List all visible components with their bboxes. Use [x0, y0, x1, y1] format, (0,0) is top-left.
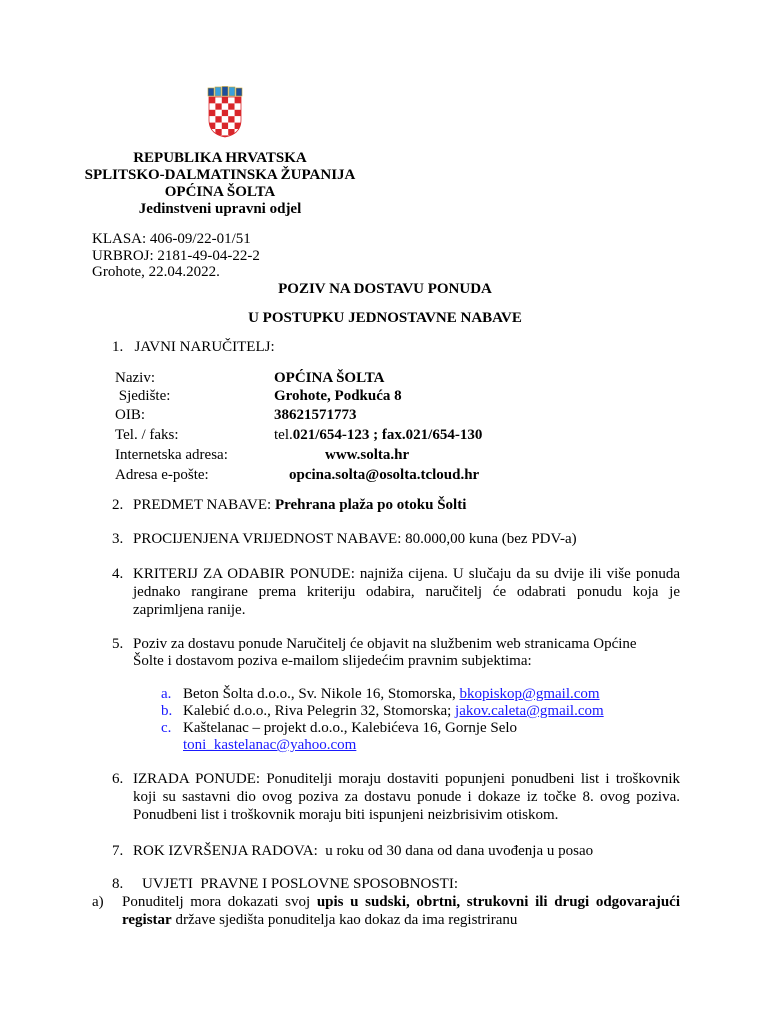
- row-value: Grohote, Podkuća 8: [274, 388, 402, 404]
- row-label: Adresa e-pošte:: [115, 467, 209, 483]
- list-letter: a.: [161, 686, 172, 702]
- email-link[interactable]: jakov.caleta@gmail.com: [455, 703, 604, 719]
- website-value: www.solta.hr: [325, 447, 410, 463]
- section-2: [133, 497, 466, 514]
- section-4-text: KRITERIJ ZA ODABIR PONUDE: najniža cijena. U slučaju da su dvije ili više ponuda jednako rangirane prema kriteriju odabira, naručitelj će odabrati ponudu koja je zaprimljena ranije.: [133, 566, 680, 618]
- urbroj: URBROJ: 2181-49-04-22-2: [92, 248, 260, 264]
- list-letter: c.: [161, 720, 172, 736]
- row-value: OPĆINA ŠOLTA: [274, 370, 385, 386]
- header-line-4: Jedinstveni upravni odjel: [138, 201, 302, 217]
- row-label: Tel. / faks:: [115, 427, 179, 443]
- email-link[interactable]: toni_kastelanac@yahoo.com: [183, 737, 357, 753]
- list-item: [183, 686, 600, 703]
- section-3-text: PROCIJENJENA VRIJEDNOST NABAVE: 80.000,00 kuna (bez PDV-a): [133, 531, 577, 547]
- title-line-1: POZIV NA DOSTAVU PONUDA: [278, 281, 492, 297]
- title-line-2: U POSTUPKU JEDNOSTAVNE NABAVE: [248, 310, 522, 326]
- email-value: opcina.solta@osolta.tcloud.hr: [289, 467, 480, 483]
- coat-of-arms-icon: [206, 86, 244, 138]
- section-5-line-2: Šolte i dostavom poziva e-mailom slijedećim pravnim subjektima:: [133, 653, 532, 669]
- section-2-label: PREDMET NABAVE:: [133, 497, 275, 513]
- header-line-2: SPLITSKO-DALMATINSKA ŽUPANIJA: [84, 167, 356, 183]
- place-date: Grohote, 22.04.2022.: [92, 264, 220, 280]
- row-label: Internetska adresa:: [115, 447, 228, 463]
- section-5-num: 5.: [112, 636, 124, 652]
- header-line-1: REPUBLIKA HRVATSKA: [133, 150, 307, 166]
- section-1-heading: 1. JAVNI NARUČITELJ:: [112, 339, 275, 355]
- section-8-a-text: [122, 893, 680, 929]
- section-8-a-letter: a): [92, 894, 104, 910]
- list-item-text: Kaštelanac – projekt d.o.o., Kalebićeva 16, Gornje Selo: [183, 720, 518, 736]
- section-2-value: Prehrana plaža po otoku Šolti: [274, 497, 467, 513]
- section-8-a-post: države sjedišta ponuditelja kao dokaz da ima registriranu: [171, 912, 518, 928]
- klasa: KLASA: 406-09/22-01/51: [92, 231, 251, 247]
- section-8-a-pre: Ponuditelj mora dokazati svoj: [122, 894, 317, 910]
- section-6-text: IZRADA PONUDE: Ponuditelji moraju dostaviti popunjeni ponudbeni list i troškovnik koji su sastavni dio ovog poziva za dostavu ponude i dokaze iz točke 8. ovog poziva. Ponudbeni list i troškovnik moraju biti ispunjeni neizbrisivim otiskom.: [133, 771, 680, 823]
- list-item: [183, 703, 604, 720]
- section-4-num: 4.: [112, 566, 124, 582]
- row-label: Sjedište:: [115, 388, 171, 404]
- section-5-line-1: Poziv za dostavu ponude Naručitelj će objavit na službenim web stranicama Općine: [133, 636, 637, 652]
- tel-fax-number: 021/654-123 ; fax.021/654-130: [292, 427, 483, 443]
- section-7-text: ROK IZVRŠENJA RADOVA: u roku od 30 dana od dana uvođenja u posao: [133, 843, 594, 859]
- section-2-num: 2.: [112, 497, 124, 513]
- list-letter: b.: [161, 703, 173, 719]
- list-item-text: Beton Šolta d.o.o., Sv. Nikole 16, Stomorska,: [183, 686, 460, 702]
- header-line-3: OPĆINA ŠOLTA: [164, 184, 276, 200]
- section-7-num: 7.: [112, 843, 124, 859]
- section-8-heading: 8. UVJETI PRAVNE I POSLOVNE SPOSOBNOSTI:: [112, 876, 459, 892]
- section-3-num: 3.: [112, 531, 124, 547]
- row-label: OIB:: [115, 407, 145, 423]
- list-item-text: Kalebić d.o.o., Riva Pelegrin 32, Stomorska;: [183, 703, 456, 719]
- section-8-a-bold: upis u sudski, obrtni, strukovni ili drugi odgovarajući registar: [122, 894, 680, 928]
- row-value: 38621571773: [274, 407, 357, 423]
- section-6-num: 6.: [112, 771, 124, 787]
- row-value: [274, 427, 482, 444]
- row-label: Naziv:: [115, 370, 155, 386]
- tel-prefix: tel.: [274, 427, 293, 443]
- email-link[interactable]: bkopiskop@gmail.com: [459, 686, 600, 702]
